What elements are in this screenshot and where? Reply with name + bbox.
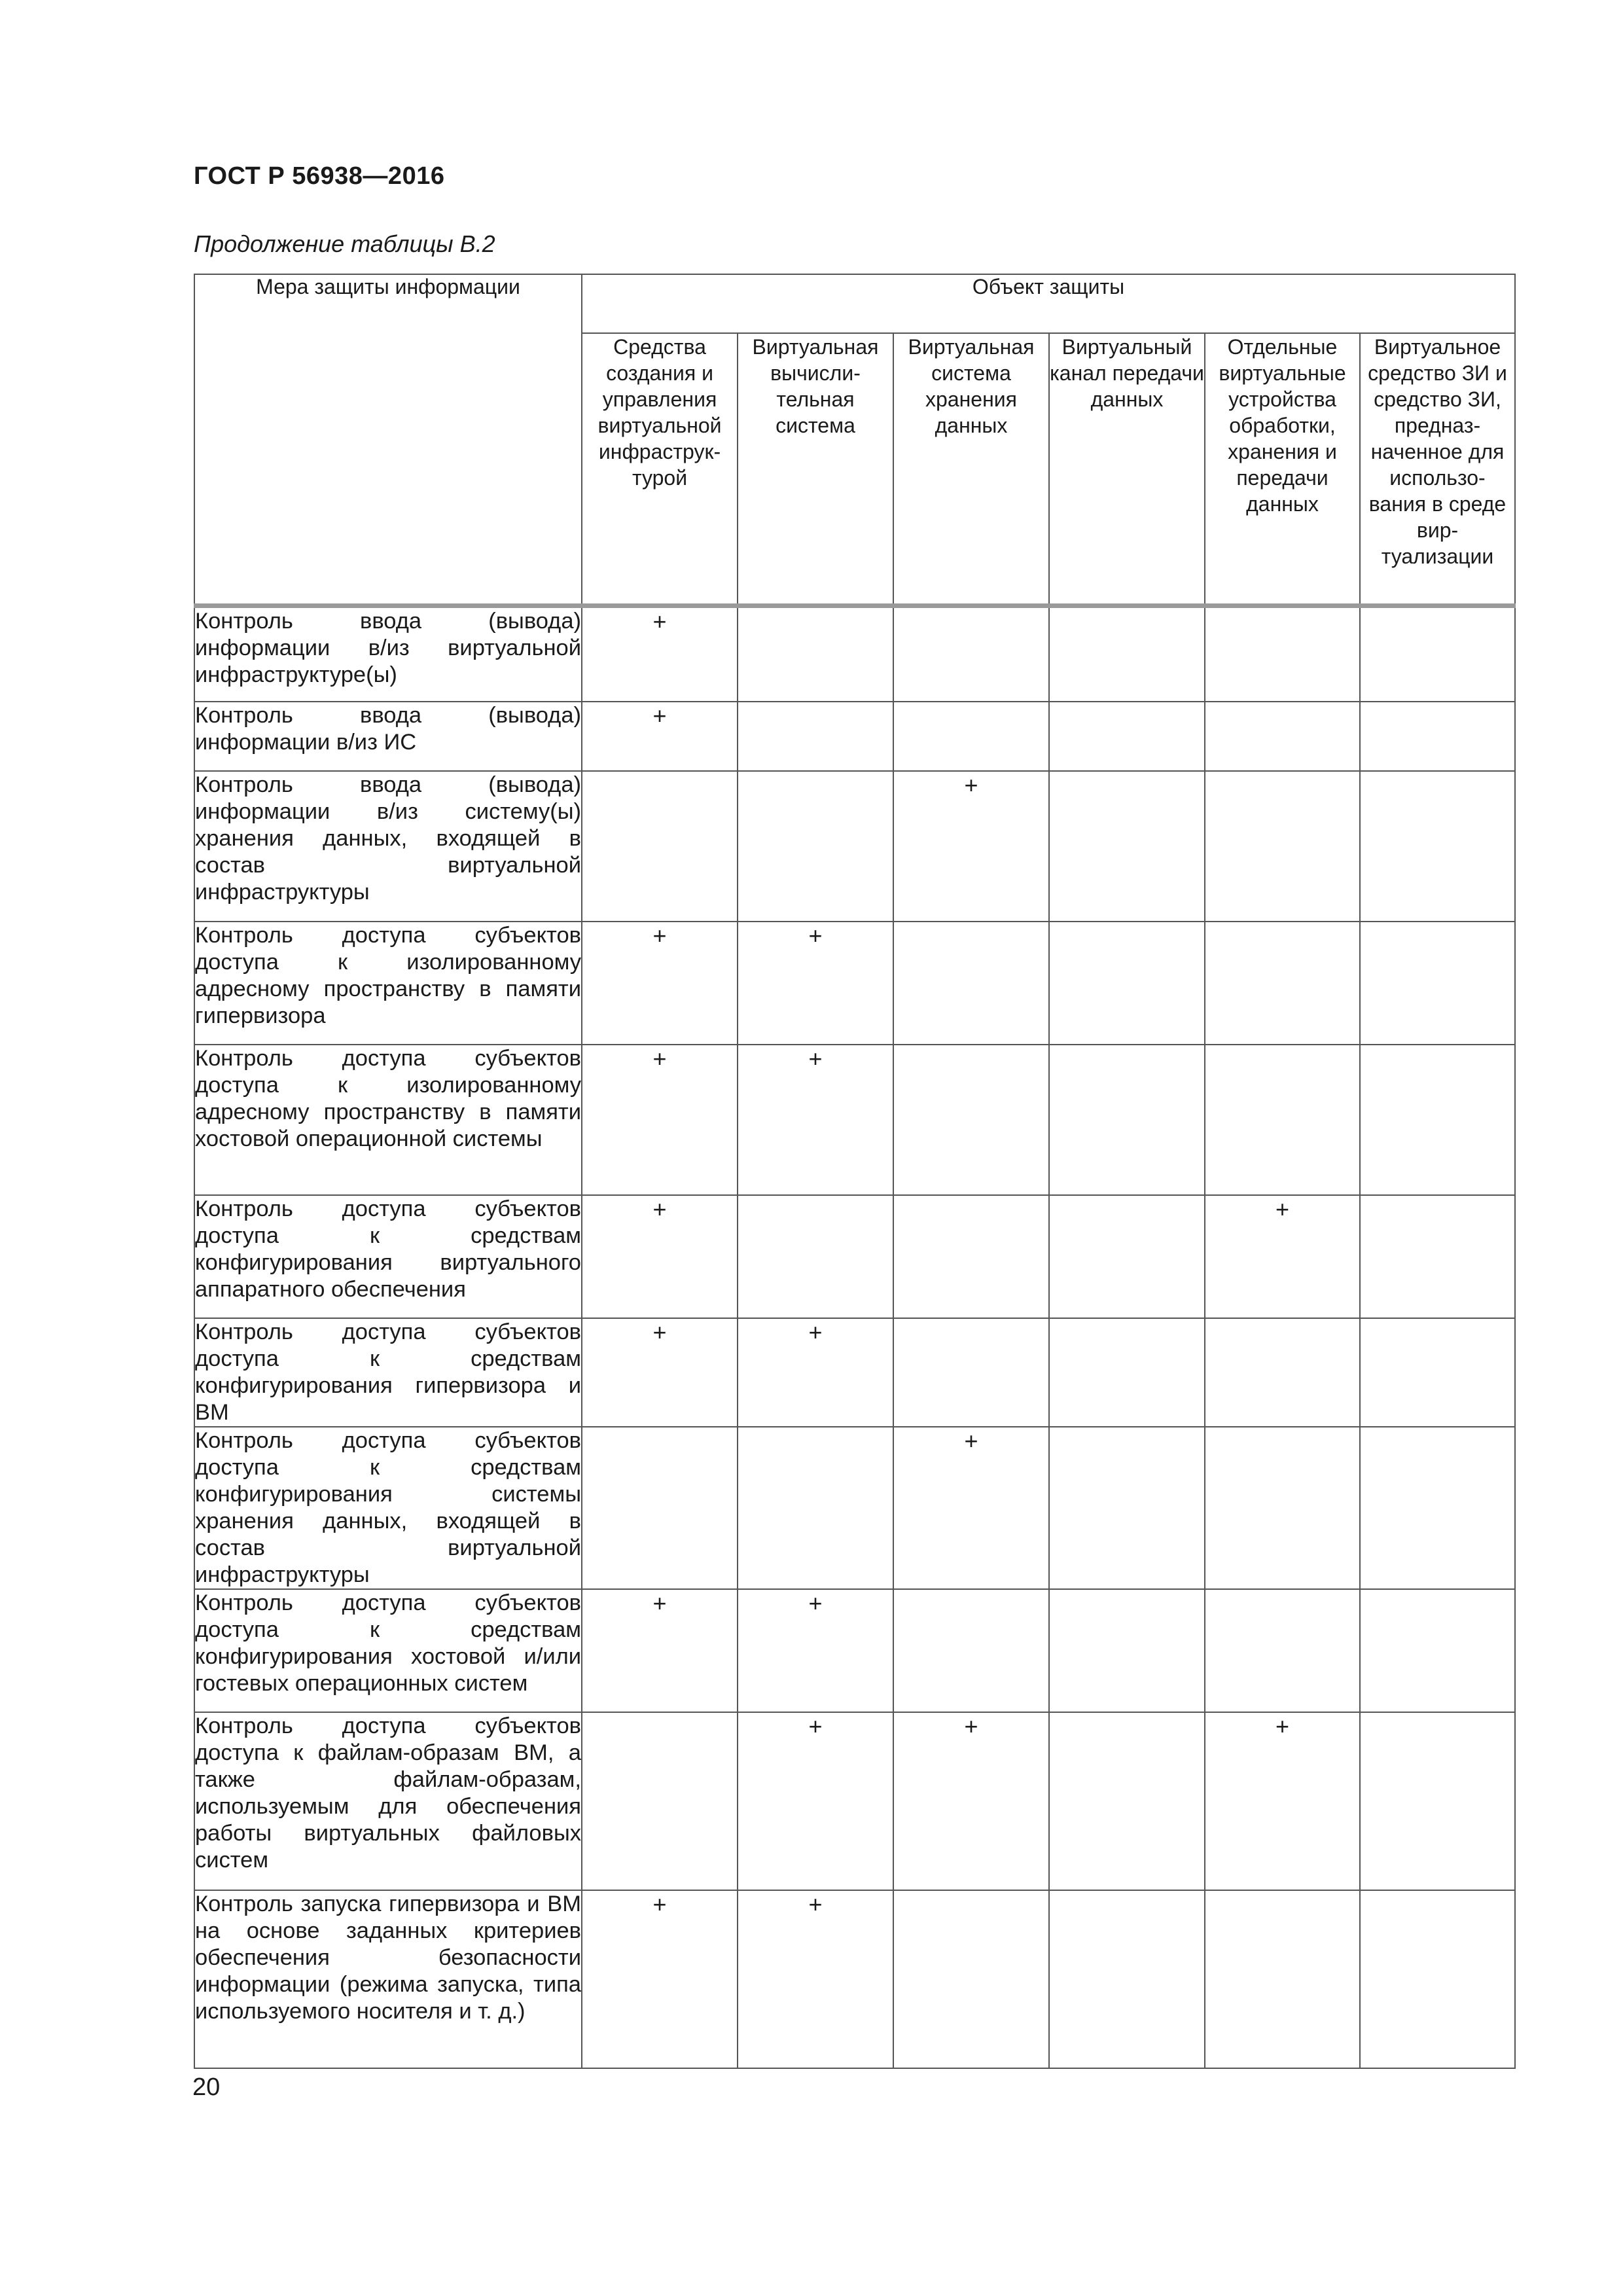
mark-cell [1360,702,1515,771]
measure-cell: Контроль доступа субъектов доступа к средствам конфигурирования виртуального аппаратного обеспечения [194,1195,582,1318]
column-header-virtual-storage-system: Виртуальная система хранения данных [893,333,1049,606]
mark-cell: + [893,1712,1049,1890]
table-row [194,1589,1515,1712]
mark-cell [1049,771,1205,922]
mark-cell: + [738,1318,893,1427]
mark-cell: + [893,771,1049,922]
mark-cell [1049,1318,1205,1427]
mark-cell [1205,1890,1360,2068]
table-row [194,1045,1515,1195]
mark-cell [1360,922,1515,1045]
mark-cell [582,1712,738,1890]
column-header-infrastructure-tools: Средства создания и управления виртуальной инфраструк- турой [582,333,738,606]
mark-cell [1360,1890,1515,2068]
mark-cell [1205,606,1360,702]
measure-cell: Контроль доступа субъектов доступа к изолированному адресному пространству в памяти гипервизора [194,922,582,1045]
mark-cell [1049,922,1205,1045]
measure-cell: Контроль ввода (вывода) информации в/из ИС [194,702,582,771]
table-row [194,606,1515,702]
mark-cell [582,771,738,922]
mark-cell [738,1427,893,1589]
mark-cell [1049,702,1205,771]
mark-cell [1360,771,1515,922]
table-row [194,1890,1515,2068]
mark-cell [1360,606,1515,702]
mark-cell [738,771,893,922]
mark-cell [738,1195,893,1318]
mark-cell [1205,771,1360,922]
mark-cell [893,606,1049,702]
mark-cell [893,1045,1049,1195]
measure-cell: Контроль доступа субъектов доступа к средствам конфигурирования системы хранения данных, входящей в состав виртуальной инфраструктуры [194,1427,582,1589]
mark-cell: + [738,1712,893,1890]
mark-cell [1049,1427,1205,1589]
mark-cell [738,606,893,702]
table-row [194,922,1515,1045]
mark-cell [1049,1712,1205,1890]
mark-cell [738,702,893,771]
document-title: ГОСТ Р 56938—2016 [194,162,445,190]
mark-cell [1049,1195,1205,1318]
mark-cell [1360,1589,1515,1712]
table-row [194,702,1515,771]
mark-cell [1205,1589,1360,1712]
measure-cell: Контроль доступа субъектов доступа к средствам конфигурирования гипервизора и ВМ [194,1318,582,1427]
measure-cell: Контроль доступа субъектов доступа к средствам конфигурирования хостовой и/или гостевых операционных систем [194,1589,582,1712]
mark-cell [893,1318,1049,1427]
mark-cell [1360,1195,1515,1318]
page-number: 20 [192,2073,221,2101]
measure-column-header: Мера защиты информации [194,274,582,606]
mark-cell [1205,1045,1360,1195]
mark-cell [893,1890,1049,2068]
mark-cell: + [738,1589,893,1712]
mark-cell [1205,702,1360,771]
mark-cell [1049,1589,1205,1712]
table-row [194,1427,1515,1589]
mark-cell [1360,1712,1515,1890]
measure-cell: Контроль ввода (вывода) информации в/из систему(ы) хранения данных, входящей в состав виртуальной инфраструктуры [194,771,582,922]
measure-cell: Контроль запуска гипервизора и ВМ на основе заданных критериев обеспечения безопасности информации (режима запуска, типа используемого носителя и т. д.) [194,1890,582,2068]
table-row [194,1195,1515,1318]
mark-cell: + [582,1318,738,1427]
measure-cell: Контроль доступа субъектов доступа к файлам-образам ВМ, а также файлам-образам, используемым для обеспечения работы виртуальных файловых систем [194,1712,582,1890]
mark-cell [1205,1427,1360,1589]
mark-cell [1205,922,1360,1045]
table-row [194,771,1515,922]
column-header-virtual-security-tool: Виртуальное средство ЗИ и средство ЗИ, предназ- наченное для использо- вания в среде вир- туализации [1360,333,1515,606]
mark-cell: + [582,702,738,771]
table-caption: Продолжение таблицы В.2 [194,230,495,257]
object-column-group-header: Объект защиты [582,274,1515,333]
mark-cell: + [1205,1195,1360,1318]
mark-cell [1049,1890,1205,2068]
mark-cell: + [738,922,893,1045]
mark-cell [1049,606,1205,702]
mark-cell: + [738,1045,893,1195]
mark-cell: + [738,1890,893,2068]
protection-measures-table [194,274,1516,2069]
column-header-virtual-data-channel: Виртуальный канал передачи данных [1049,333,1205,606]
mark-cell: + [582,1589,738,1712]
mark-cell [893,1195,1049,1318]
mark-cell [1360,1318,1515,1427]
column-header-virtual-computing-system: Виртуальная вычисли- тельная система [738,333,893,606]
mark-cell: + [1205,1712,1360,1890]
mark-cell [582,1427,738,1589]
column-header-separate-virtual-devices: Отдельные виртуальные устройства обработки, хранения и передачи данных [1205,333,1360,606]
mark-cell: + [582,1045,738,1195]
mark-cell [893,922,1049,1045]
table-row [194,1318,1515,1427]
mark-cell [1205,1318,1360,1427]
mark-cell [893,1589,1049,1712]
table-row [194,1712,1515,1890]
mark-cell: + [582,1195,738,1318]
mark-cell: + [582,922,738,1045]
table-body [194,606,1515,2068]
measure-cell: Контроль ввода (вывода) информации в/из виртуальной инфраструктуре(ы) [194,606,582,702]
mark-cell [893,702,1049,771]
mark-cell [1049,1045,1205,1195]
mark-cell: + [582,1890,738,2068]
mark-cell: + [893,1427,1049,1589]
measure-cell: Контроль доступа субъектов доступа к изолированному адресному пространству в памяти хостовой операционной системы [194,1045,582,1195]
mark-cell: + [582,606,738,702]
mark-cell [1360,1427,1515,1589]
mark-cell [1360,1045,1515,1195]
